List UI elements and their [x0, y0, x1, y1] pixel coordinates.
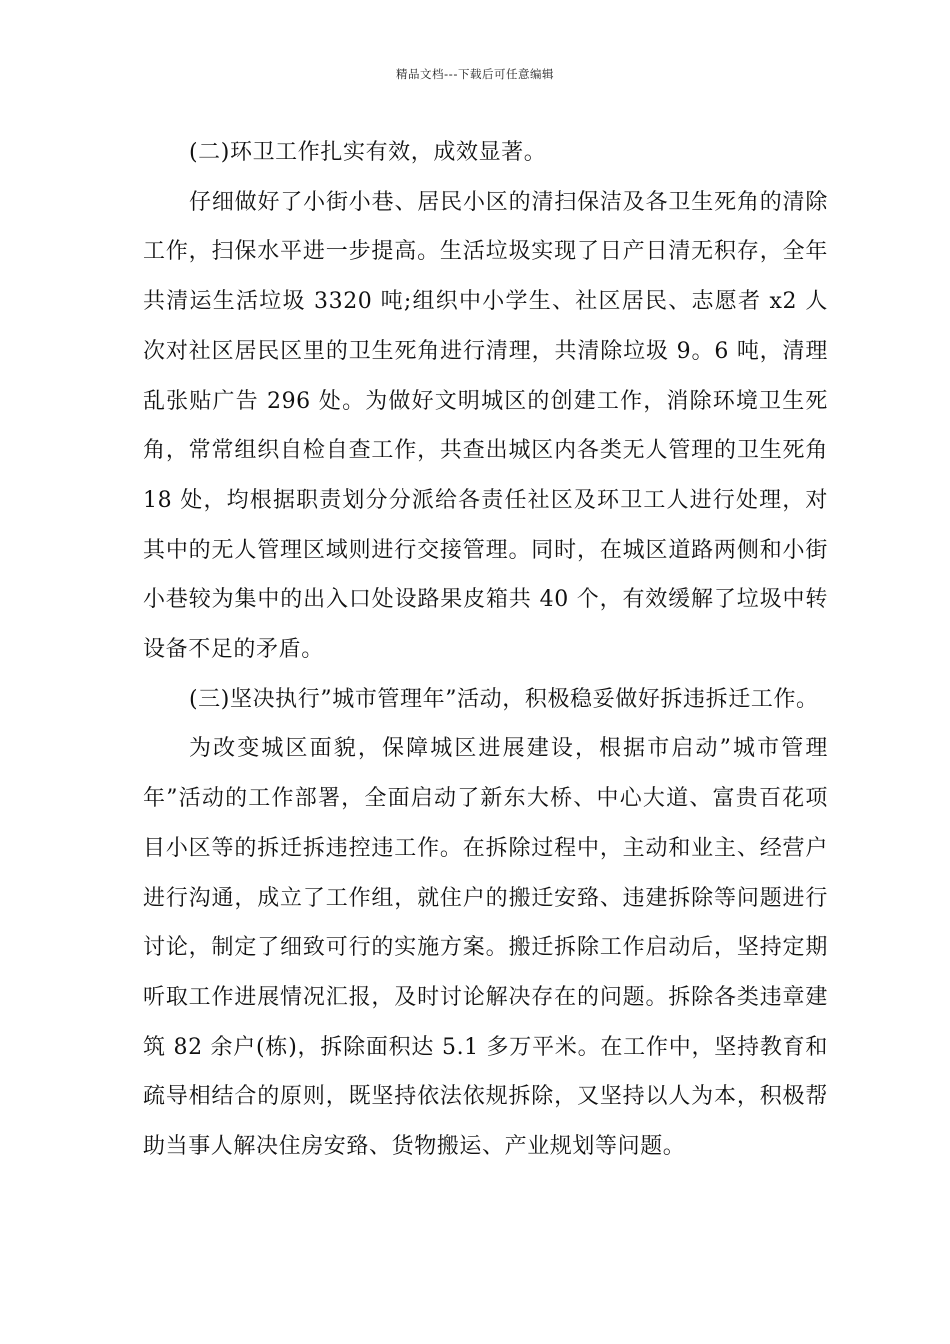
- section-heading-3: (三)坚决执行”城市管理年”活动，积极稳妥做好拆违拆迁工作。: [189, 686, 819, 712]
- document-header: 精品文档---下载后可任意编辑: [396, 67, 554, 81]
- section-heading-2: (二)环卫工作扎实有效，成效显著。: [189, 140, 547, 165]
- paragraph-demolition: 为改变城区面貌，保障城区进展建设，根据市启动”城市管理年”活动的工作部署，全面启动了新东大桥、中心大道、富贵百花项目小区等的拆迁拆违控违工作。在拆除过程中，主动和业主、经营户进行沟通，成立了工作组，就住户的搬迁安臵、违建拆除等问题进行讨论，制定了细致可行的实施方案。搬迁拆除工作启动后，坚持定期听取工作进展情况汇报，及时讨论解决存在的问题。拆除各类违章建筑 82 余户(栋)，拆除面积达 5.1 多万平米。在工作中，坚持教育和疏导相结合的原则，既坚持依法依规拆除，又坚持以人为本，积极帮助当事人解决住房安臵、货物搬运、产业规划等问题。: [143, 736, 828, 1160]
- paragraph-sanitation: 仔细做好了小街小巷、居民小区的清扫保洁及各卫生死角的清除工作，扫保水平进一步提高。生活垃圾实现了日产日清无积存，全年共清运生活垃圾 3320 吨;组织中小学生、社区居民、志愿者 x2 人次对社区居民区里的卫生死角进行清理，共清除垃圾 9。6 吨，清理乱张贴广告 296 处。为做好文明城区的创建工作，消除环境卫生死角，常常组织自检自查工作，共查出城区内各类无人管理的卫生死角 18 处，均根据职责划分分派给各责任社区及环卫工人进行处理，对其中的无人管理区域则进行交接管理。同时，在城区道路两侧和小街小巷较为集中的出入口处设路果皮箱共 40 个，有效缓解了垃圾中转设备不足的矛盾。: [143, 189, 828, 663]
- document-body: [143, 128, 828, 1172]
